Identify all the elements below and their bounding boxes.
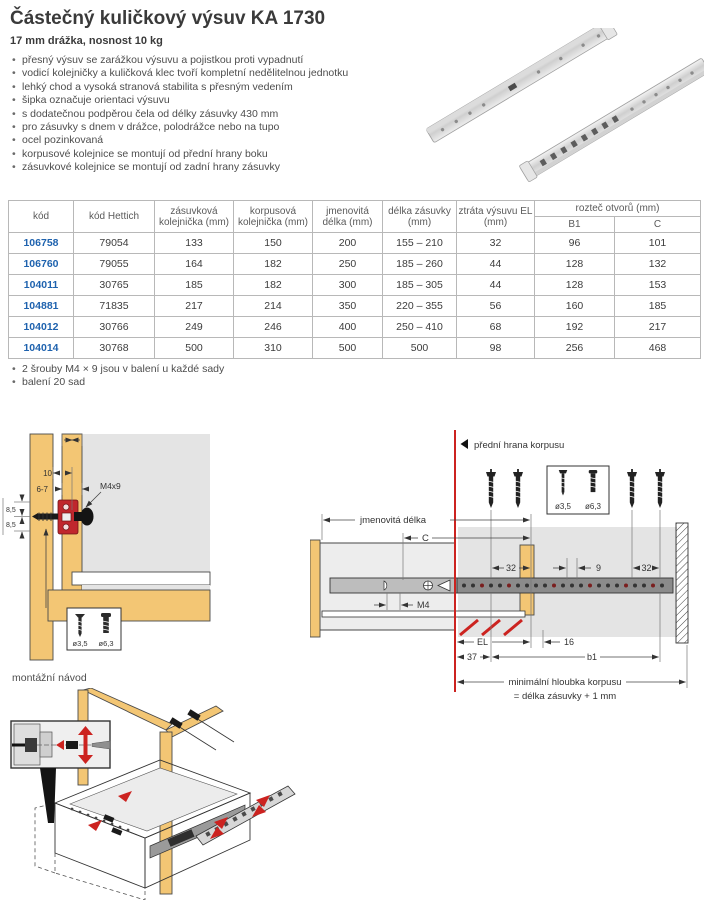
col-header-c: C <box>615 217 701 233</box>
screw-icon <box>486 469 496 508</box>
cell-korpusova: 310 <box>234 338 313 359</box>
drawer-front <box>310 540 320 637</box>
table-row <box>9 296 701 317</box>
col-header-jmenovita: jmenovitá délka (mm) <box>313 201 383 233</box>
cell-delka: 250 – 410 <box>383 317 457 338</box>
page-title: Částečný kuličkový výsuv KA 1730 <box>10 8 326 29</box>
col-header-zasuvkova: zásuvková kolejnička (mm) <box>155 201 234 233</box>
cell-jmenovita: 400 <box>313 317 383 338</box>
product-code-link[interactable]: 104014 <box>9 338 74 359</box>
cell-b1: 96 <box>535 233 615 254</box>
cell-delka: 500 <box>383 338 457 359</box>
product-table <box>8 200 701 359</box>
screw-icon <box>627 469 637 508</box>
feature-item: • korpusové kolejnice se montují od přední hrany boku <box>10 148 420 161</box>
rail-holes <box>462 584 664 588</box>
dim-label-o63: ø6,3 <box>584 502 602 511</box>
drawer-bottom-panel <box>72 572 210 585</box>
col-header-kod-hettich: kód Hettich <box>74 201 155 233</box>
col-header-roztec: rozteč otvorů (mm) <box>535 201 701 217</box>
cell-hettich: 79054 <box>74 233 155 254</box>
cell-jmenovita: 350 <box>313 296 383 317</box>
dim-label-m4: M4 <box>417 600 430 610</box>
gap-strip <box>82 585 210 590</box>
cell-korpusova: 182 <box>234 254 313 275</box>
dim-label-6-7: 6-7 <box>36 485 48 494</box>
cell-hettich: 30768 <box>74 338 155 359</box>
cell-zasuvkova: 164 <box>155 254 234 275</box>
cell-jmenovita: 300 <box>313 275 383 296</box>
product-code-link[interactable]: 104881 <box>9 296 74 317</box>
cell-ztrata: 68 <box>457 317 535 338</box>
feature-item: • lehký chod a vysoká stranová stabilita s přesným vedením <box>10 81 420 94</box>
cell-c: 153 <box>615 275 701 296</box>
product-code-link[interactable]: 106758 <box>9 233 74 254</box>
cell-hettich: 71835 <box>74 296 155 317</box>
cell-zasuvkova: 249 <box>155 317 234 338</box>
cell-b1: 256 <box>535 338 615 359</box>
product-code-link[interactable]: 106760 <box>9 254 74 275</box>
cell-jmenovita: 200 <box>313 233 383 254</box>
table-row <box>9 233 701 254</box>
dim-label-10: 10 <box>43 469 52 478</box>
dim-label-16: 16 <box>564 637 575 647</box>
cell-hettich: 30765 <box>74 275 155 296</box>
product-code-link[interactable]: 104011 <box>9 275 74 296</box>
cell-jmenovita: 250 <box>313 254 383 275</box>
table-row <box>9 275 701 296</box>
assembly-label: montážní návod <box>12 672 87 684</box>
cell-korpusova: 214 <box>234 296 313 317</box>
note-item: • balení 20 sad <box>10 376 430 389</box>
label-m4x9: M4x9 <box>100 481 121 491</box>
cell-c: 217 <box>615 317 701 338</box>
product-code-link[interactable]: 104012 <box>9 317 74 338</box>
page-subtitle: 17 mm drážka, nosnost 10 kg <box>10 35 163 47</box>
dim-label-o63: ø6,3 <box>98 639 114 648</box>
assembly-diagram <box>0 688 300 900</box>
inset-bolt <box>66 741 78 749</box>
cell-hettich: 79055 <box>74 254 155 275</box>
col-header-kod: kód <box>9 201 74 233</box>
table-row <box>9 338 701 359</box>
cell-b1: 160 <box>535 296 615 317</box>
front-edge-marker <box>461 439 469 449</box>
cell-zasuvkova: 217 <box>155 296 234 317</box>
dim-label-o35: ø3,5 <box>554 502 572 511</box>
front-edge-label: přední hrana korpusu <box>474 440 565 451</box>
dim-label-37: 37 <box>466 652 478 662</box>
feature-item: • vodicí kolejničky a kuličková klec tvoří kompletní nedělitelnou jednotku <box>10 67 420 80</box>
min-depth-formula: = délka zásuvky + 1 mm <box>513 691 617 702</box>
cabinet-side-board <box>30 434 53 660</box>
col-header-b1: B1 <box>535 217 615 233</box>
dim-label-32b: 32 <box>641 563 652 573</box>
table-row <box>9 317 701 338</box>
cell-ztrata: 56 <box>457 296 535 317</box>
inset-profile <box>40 732 52 757</box>
cell-ztrata: 44 <box>457 275 535 296</box>
dim-label-o35: ø3,5 <box>72 639 88 648</box>
note-item: • 2 šrouby M4 × 9 jsou v balení u každé sady <box>10 363 430 376</box>
carcass-back-panel <box>676 523 688 643</box>
screw-icon <box>513 469 523 508</box>
dim-label-8-5-b: 8,5 <box>6 522 16 529</box>
cell-zasuvkova: 185 <box>155 275 234 296</box>
cell-korpusova: 246 <box>234 317 313 338</box>
cell-delka: 155 – 210 <box>383 233 457 254</box>
cross-section-diagram <box>0 432 310 668</box>
inset-screw-head <box>25 738 37 752</box>
feature-list <box>10 54 420 175</box>
cell-hettich: 30766 <box>74 317 155 338</box>
cell-delka: 185 – 260 <box>383 254 457 275</box>
cell-ztrata: 98 <box>457 338 535 359</box>
cell-c: 101 <box>615 233 701 254</box>
feature-item: • šipka označuje orientaci výsuvu <box>10 94 420 107</box>
cell-ztrata: 32 <box>457 233 535 254</box>
cell-b1: 192 <box>535 317 615 338</box>
feature-item: • pro zásuvky s dnem v drážce, polodrážce nebo na tupo <box>10 121 420 134</box>
dim-label-8-5-a: 8,5 <box>6 507 16 514</box>
col-header-delka-zasuvky: délka zásuvky (mm) <box>383 201 457 233</box>
notes-list <box>10 363 430 390</box>
cell-jmenovita: 500 <box>313 338 383 359</box>
feature-item: • zásuvkové kolejnice se montují od zadní hrany zásuvky <box>10 161 420 174</box>
drawer-bottom <box>322 611 525 617</box>
dim-label-nominal-length: jmenovitá délka <box>360 515 427 526</box>
cell-korpusova: 182 <box>234 275 313 296</box>
drawer-interior-panel <box>82 434 210 573</box>
cell-zasuvkova: 500 <box>155 338 234 359</box>
cell-delka: 220 – 355 <box>383 296 457 317</box>
cell-c: 132 <box>615 254 701 275</box>
dim-label-9: 9 <box>596 563 602 573</box>
cell-c: 185 <box>615 296 701 317</box>
feature-item: • s dodatečnou podpěrou čela od délky zásuvky 430 mm <box>10 108 420 121</box>
cell-korpusova: 150 <box>234 233 313 254</box>
inset-pointer-wedge <box>40 768 56 823</box>
cell-zasuvkova: 133 <box>155 233 234 254</box>
dim-label-c: C <box>422 533 429 544</box>
cell-b1: 128 <box>535 254 615 275</box>
product-photo-slides <box>412 28 704 183</box>
table-row <box>9 254 701 275</box>
col-header-ztrata: ztráta výsuvu EL (mm) <box>457 201 535 233</box>
cell-delka: 185 – 305 <box>383 275 457 296</box>
dim-label-b1: b1 <box>586 652 598 662</box>
cell-c: 468 <box>615 338 701 359</box>
min-depth-label: minimální hloubka korpusu <box>508 677 622 688</box>
screw-icon <box>655 469 665 508</box>
cell-b1: 128 <box>535 275 615 296</box>
euro-screw-shaft <box>37 514 58 520</box>
feature-item: • ocel pozinkovaná <box>10 134 420 147</box>
dim-label-el: EL <box>477 637 489 647</box>
col-header-korpusova: korpusová kolejnička (mm) <box>234 201 313 233</box>
red-arrow <box>88 820 102 831</box>
side-view-diagram <box>310 430 706 702</box>
m4-screw-head <box>81 508 94 526</box>
dim-label-32a: 32 <box>505 563 517 573</box>
feature-item: • přesný výsuv se zarážkou výsuvu a pojistkou proti vypadnutí <box>10 54 420 67</box>
cell-ztrata: 44 <box>457 254 535 275</box>
